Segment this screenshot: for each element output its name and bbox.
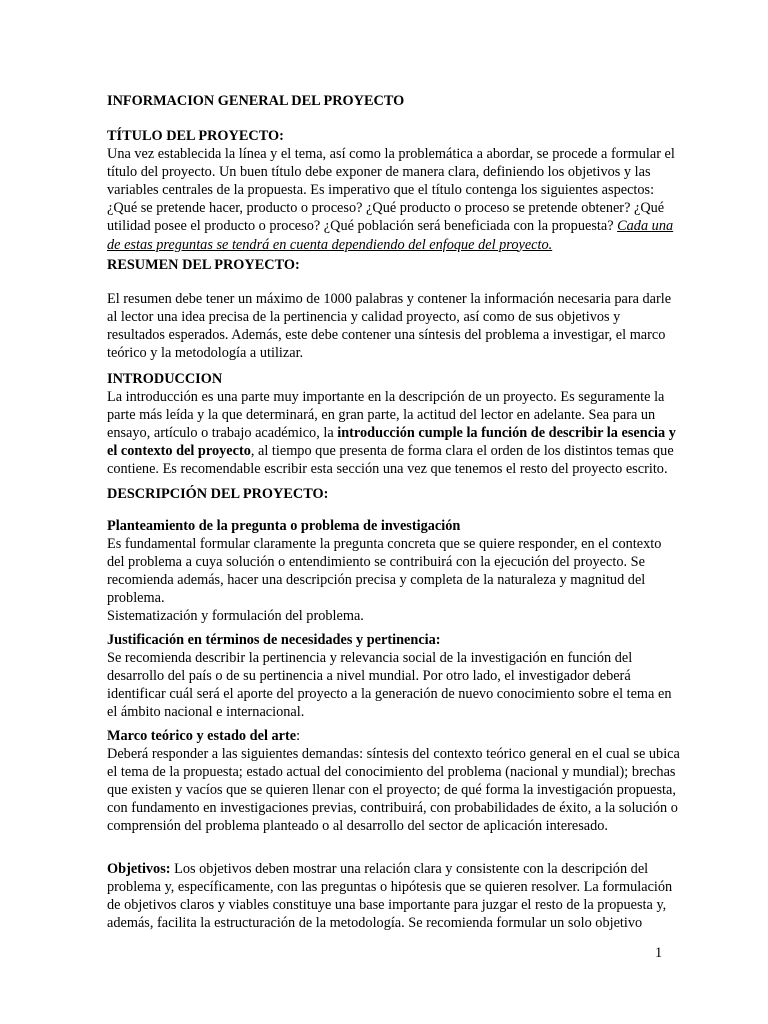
paragraph-line: contiene. Es recomendable escribir esta sección una vez que tenemos el resto del proyecto escrito. <box>107 461 668 478</box>
plain-text: ensayo, artículo o trabajo académico, la <box>107 425 338 442</box>
section-marco <box>107 727 680 836</box>
plain-text: Los objetivos deben mostrar una relación clara y consistente con la descripción del <box>170 861 649 877</box>
bold-text: Marco teórico y estado del arte <box>107 728 297 744</box>
section-planteamiento <box>107 517 667 626</box>
page-number: 1 <box>655 945 663 961</box>
section-titulo <box>107 127 675 254</box>
paragraph-line <box>107 442 674 460</box>
paragraph-line: Es fundamental formular claramente la pregunta concreta que se quiere responder, en el contexto <box>107 536 662 553</box>
plain-text: utilidad posee el producto o proceso? ¿Qué población será beneficiada con la propuesta? <box>107 218 618 235</box>
emphasized-text: Cada una <box>617 218 674 235</box>
paragraph-line: Deberá responder a las siguientes demandas: síntesis del contexto teórico general en el cual se ubica <box>107 746 680 763</box>
paragraph-line: con fundamento en investigaciones previas, contribuirá, con probabilidades de éxito, a la solución o <box>107 800 678 817</box>
paragraph-line: de objetivos claros y viables constituye una base importante para juzgar el resto de la propuesta y, <box>107 897 667 914</box>
section-heading-descripcion: DESCRIPCIÓN DEL PROYECTO: <box>107 486 329 502</box>
subsection-heading: Justificación en términos de necesidades y pertinencia: <box>107 632 441 648</box>
paragraph-line: recomienda además, hacer una descripción precisa y completa de la naturaleza y magnitud del <box>107 572 646 589</box>
paragraph-line: desarrollo del país o de su pertinencia a nivel mundial. Por otro lado, el investigador deberá <box>107 668 631 685</box>
paragraph-line: resultados esperados. Además, este debe contener una síntesis del problema a investigar, el marco <box>107 327 666 344</box>
paragraph-line: La introducción es una parte muy importante en la descripción de un proyecto. Es seguramente la <box>107 389 665 406</box>
paragraph-line: Una vez establecida la línea y el tema, así como la problemática a abordar, se procede a formular el <box>107 146 675 163</box>
paragraph-line <box>107 217 674 235</box>
paragraph-line: identificar cuál será el aporte del proyecto a la generación de nuevo conocimiento sobre el tema en <box>107 686 672 703</box>
paragraph-line: comprensión del problema planteado o al desarrollo del sector de aplicación interesado. <box>107 818 608 835</box>
section-heading: INTRODUCCION <box>107 371 223 387</box>
subsection-heading <box>107 727 667 745</box>
paragraph-line: el tema de la propuesta; estado actual del conocimiento del problema (nacional y mundial); brechas <box>107 764 676 781</box>
paragraph-line: teórico y la metodología a utilizar. <box>107 345 304 362</box>
paragraph-line: del problema a cuya solución o entendimiento se contribuirá con la ejecución del proyecto. Se <box>107 554 645 571</box>
paragraph-line: además, facilita la estructuración de la metodología. Se recomienda formular un solo objetivo <box>107 915 643 932</box>
document-title: INFORMACION GENERAL DEL PROYECTO <box>107 93 405 109</box>
paragraph-line <box>107 860 667 878</box>
section-objetivos <box>107 860 673 932</box>
paragraph-line: El resumen debe tener un máximo de 1000 palabras y contener la información necesaria para darle <box>107 291 672 307</box>
section-heading-resumen: RESUMEN DEL PROYECTO: <box>107 257 300 273</box>
paragraph-line: problema y, específicamente, con las preguntas o hipótesis que se quieren resolver. La formulación <box>107 879 673 896</box>
section-heading: TÍTULO DEL PROYECTO: <box>107 128 284 144</box>
section-introduccion <box>107 370 676 479</box>
section-justificacion <box>107 631 672 721</box>
paragraph-line: al lector una idea precisa de la pertinencia y calidad proyecto, así como de sus objetivos y <box>107 309 621 326</box>
paragraph-line: Sistematización y formulación del problema. <box>107 608 364 625</box>
emphasized-line: de estas preguntas se tendrá en cuenta dependiendo del enfoque del proyecto. <box>107 236 553 253</box>
section-resumen <box>107 290 672 362</box>
paragraph-line: el ámbito nacional e internacional. <box>107 704 305 721</box>
paragraph-line: título del proyecto. Un buen título debe exponer de manera clara, definiendo los objetivos y las <box>107 164 651 181</box>
subsection-heading: Planteamiento de la pregunta o problema de investigación <box>107 518 461 534</box>
paragraph-line: problema. <box>107 590 165 607</box>
bold-text: Objetivos: <box>107 861 171 877</box>
paragraph-line: ¿Qué se pretende hacer, producto o proceso? ¿Qué producto o proceso se pretende obtener? ¿Qué <box>107 200 665 217</box>
plain-text: , al tiempo que presenta de forma clara el orden de los distintos temas que <box>250 443 674 460</box>
paragraph-line: variables centrales de la propuesta. Es imperativo que el título contenga los siguientes aspectos: <box>107 182 655 199</box>
paragraph-line: que existen y vacíos que se quieren llenar con el proyecto; de qué forma la investigación propuesta, <box>107 782 676 799</box>
bold-text: introducción cumple la función de describir la esencia y <box>337 425 676 442</box>
paragraph-line: Se recomienda describir la pertinencia y relevancia social de la investigación en función del <box>107 650 633 667</box>
plain-text: : <box>296 728 301 744</box>
paragraph-line <box>107 424 676 442</box>
paragraph-line: parte más leída y la que determinará, en gran parte, la actitud del lector en adelante. Sea para un <box>107 407 656 424</box>
bold-text: el contexto del proyecto <box>107 443 251 460</box>
